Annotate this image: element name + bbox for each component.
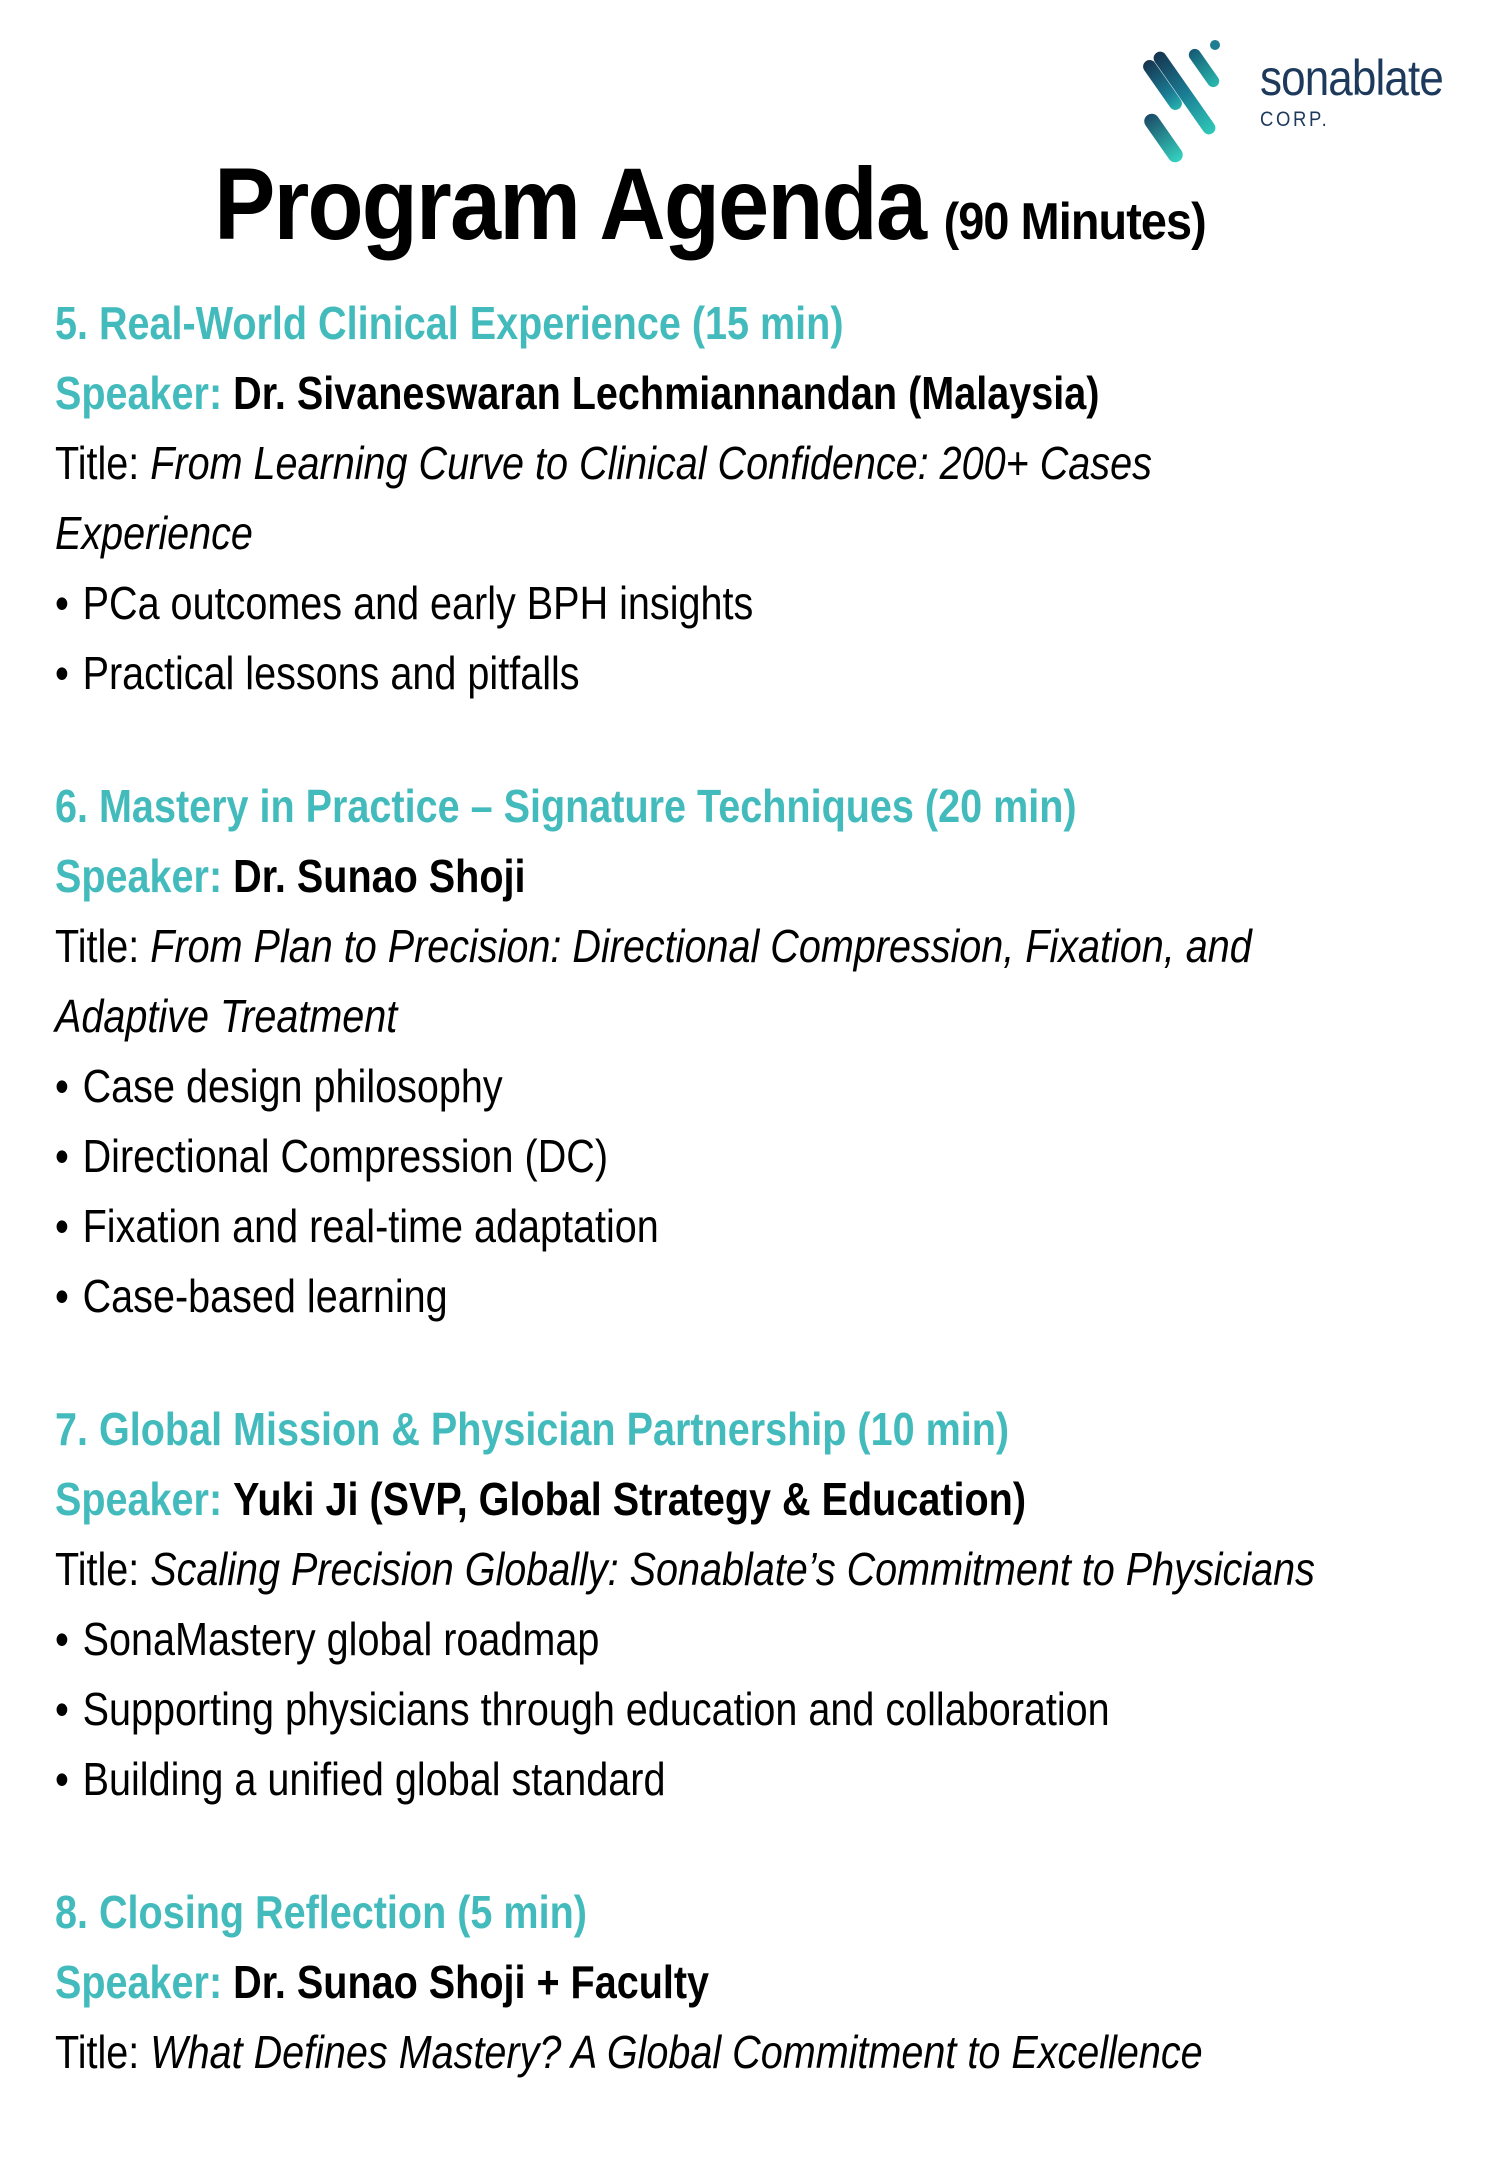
agenda-section-5 <box>55 288 1490 708</box>
speaker-name: Dr. Sivaneswaran Lechmiannandan (Malaysia) <box>233 367 1100 419</box>
speaker-name: Dr. Sunao Shoji <box>233 850 526 902</box>
agenda-section-8 <box>55 1877 1490 2087</box>
section-heading: 8. Closing Reflection (5 min) <box>55 1886 587 1938</box>
session-title-text: Scaling Precision Globally: Sonablate’s Commitment to Physicians <box>150 1543 1315 1595</box>
title-label: Title: <box>55 1543 140 1595</box>
bullet-dot-icon: • <box>55 1130 69 1182</box>
session-title-line: Experience <box>55 507 253 559</box>
logo-wordmark <box>1260 52 1443 132</box>
speaker-line <box>55 1464 1289 1534</box>
title-label: Title: <box>55 920 140 972</box>
bullet-dot-icon: • <box>55 647 69 699</box>
bullet-dot-icon: • <box>55 577 69 629</box>
bullet-dot-icon: • <box>55 1200 69 1252</box>
section-heading: 7. Global Mission & Physician Partnership (10 min) <box>55 1403 1010 1455</box>
page-title <box>71 146 1349 263</box>
agenda-content <box>55 288 1490 2150</box>
bullet-text: Directional Compression (DC) <box>82 1130 609 1182</box>
session-title-line <box>55 1534 1315 1604</box>
bullet-item <box>55 1674 1289 1744</box>
session-title-text: What Defines Mastery? A Global Commitment to Excellence <box>150 2026 1203 2078</box>
logo-stroke-short-icon <box>1187 47 1222 90</box>
agenda-section-7 <box>55 1394 1490 1814</box>
bullet-text: Case-based learning <box>82 1270 448 1322</box>
speaker-name: Yuki Ji (SVP, Global Strategy & Education) <box>233 1473 1026 1525</box>
session-title-line <box>55 2017 1289 2087</box>
bullet-text: Supporting physicians through education and collaboration <box>82 1683 1110 1735</box>
logo-brand-name: sonablate <box>1260 50 1444 106</box>
speaker-line <box>55 358 1289 428</box>
bullet-item <box>55 638 1289 708</box>
speaker-name: Dr. Sunao Shoji + Faculty <box>233 1956 710 2008</box>
session-title-line <box>55 428 1289 498</box>
bullet-dot-icon: • <box>55 1270 69 1322</box>
bullet-dot-icon: • <box>55 1683 69 1735</box>
bullet-item <box>55 1121 1289 1191</box>
speaker-line <box>55 841 1289 911</box>
session-title-text: From Learning Curve to Clinical Confidence: 200+ Cases <box>150 437 1152 489</box>
sonablate-logo <box>1154 36 1468 160</box>
speaker-line <box>55 1947 1289 2017</box>
agenda-section-6 <box>55 771 1490 1331</box>
section-heading: 6. Mastery in Practice – Signature Techniques (20 min) <box>55 780 1077 832</box>
bullet-item <box>55 1051 1289 1121</box>
bullet-text: Case design philosophy <box>82 1060 503 1112</box>
speaker-label: Speaker: <box>55 850 223 902</box>
title-label: Title: <box>55 2026 140 2078</box>
session-title-line: Adaptive Treatment <box>55 990 398 1042</box>
bullet-dot-icon: • <box>55 1753 69 1805</box>
session-title-text: From Plan to Precision: Directional Compression, Fixation, and <box>150 920 1252 972</box>
page-title-text: Program Agenda <box>214 147 926 261</box>
bullet-item <box>55 568 1289 638</box>
bullet-text: PCa outcomes and early BPH insights <box>82 577 754 629</box>
title-label: Title: <box>55 437 140 489</box>
bullet-text: Building a unified global standard <box>82 1753 666 1805</box>
logo-corp-suffix: CORP. <box>1260 108 1330 131</box>
bullet-text: SonaMastery global roadmap <box>82 1613 600 1665</box>
bullet-text: Practical lessons and pitfalls <box>82 647 580 699</box>
section-heading: 5. Real-World Clinical Experience (15 min) <box>55 297 844 349</box>
sonablate-logo-icon <box>1154 36 1236 160</box>
bullet-dot-icon: • <box>55 1613 69 1665</box>
speaker-label: Speaker: <box>55 1956 223 2008</box>
bullet-item <box>55 1191 1289 1261</box>
bullet-item <box>55 1744 1289 1814</box>
page-title-duration: (90 Minutes) <box>943 193 1206 251</box>
bullet-item <box>55 1261 1289 1331</box>
speaker-label: Speaker: <box>55 1473 223 1525</box>
bullet-text: Fixation and real-time adaptation <box>82 1200 659 1252</box>
bullet-item <box>55 1604 1289 1674</box>
bullet-dot-icon: • <box>55 1060 69 1112</box>
session-title-line <box>55 911 1289 981</box>
logo-dot-icon <box>1210 40 1220 50</box>
speaker-label: Speaker: <box>55 367 223 419</box>
